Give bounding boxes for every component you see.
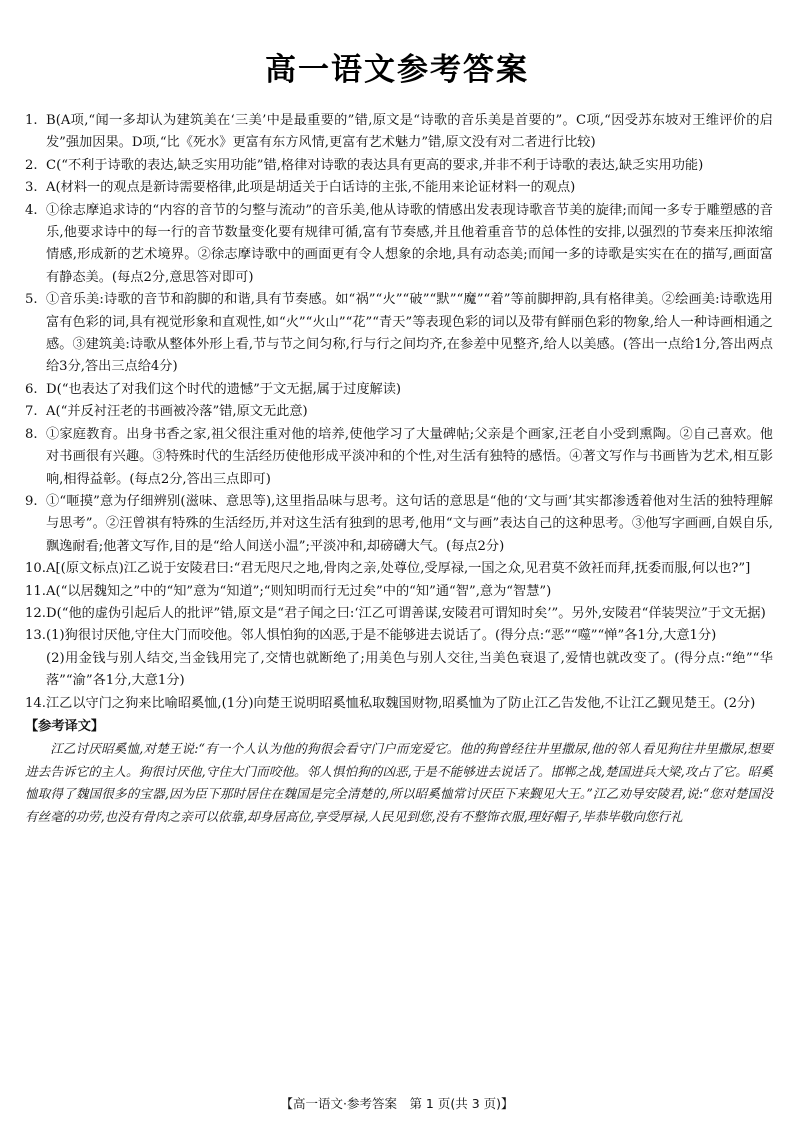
- answer-number: 8.: [25, 426, 38, 442]
- answers-content: [25, 110, 773, 828]
- answer-number: 13.: [25, 628, 46, 644]
- answer-subpart-2: (2)用金钱与别人结交,当金钱用完了,交情也就断绝了;用美色与别人交往,当美色衰退了,爱情也就改变了。(得分点:“绝”“华落”“渝”各1分,大意1分): [46, 650, 773, 689]
- answer-number: 3.: [25, 180, 38, 196]
- answer-text: ①徐志摩追求诗的“内容的音节的匀整与流动”的音乐美,他从诗歌的情感出发表现诗歌音节美的旋律;而闻一多专于雕塑感的音乐,他要求诗中的每一行的音节数量变化要有规律可循,富有节奏感,并且他着重音节的总体性的安排,以强烈的节奏来压抑浓缩情感,形成新的艺术境界。②徐志摩诗歌中的画面更有令人想象的余地,具有动态美;而闻一多的诗歌是实实在在的描写,画面富有静态美。(每点2分,意思答对即可): [46, 202, 773, 285]
- answer-item-13: [25, 625, 773, 692]
- answer-text: A(“并反衬汪老的书画被冷落”错,原文无此意): [46, 404, 308, 420]
- answer-number: 1.: [25, 113, 38, 128]
- answer-item-1: [25, 110, 773, 155]
- answer-number: 5.: [25, 292, 38, 308]
- answer-text: B(A项,“闻一多却认为建筑美在‘三美’中是最重要的”错,原文是“诗歌的音乐美是首要的”。C项,“因受苏东坡对王维评价的启发”强加因果。D项,“比《死水》更富有东方风情,更富有艺术魅力”错,原文没有对二者进行比较): [46, 113, 773, 151]
- answer-number: 12.: [25, 605, 46, 621]
- answer-item-9: [25, 491, 773, 558]
- page-footer: 【高一语文·参考答案 第 1 页(共 3 页)】: [280, 1096, 514, 1111]
- answer-number: 10.: [25, 561, 46, 577]
- answer-text: C(“不利于诗歌的表达,缺乏实用功能”错,格律对诗歌的表达具有更高的要求,并非不利于诗歌的表达,缺乏实用功能): [46, 157, 704, 173]
- answer-number: 9.: [25, 493, 38, 509]
- answer-item-5: [25, 289, 773, 379]
- answer-number: 4.: [25, 202, 38, 218]
- answer-subpart-1: (1)狗很讨厌他,守住大门而咬他。邻人惧怕狗的凶恶,于是不能够进去说话了。(得分点:“恶”“噬”“惮”各1分,大意1分): [46, 628, 717, 644]
- answer-text: 江乙以守门之狗来比喻昭奚恤,(1分)向楚王说明昭奚恤私取魏国财物,昭奚恤为了防止江乙告发他,不让江乙觐见楚王。(2分): [46, 695, 756, 711]
- answer-text: ①家庭教育。出身书香之家,祖父很注重对他的培养,使他学习了大量碑帖;父亲是个画家,汪老自小受到熏陶。②自己喜欢。他对书画很有兴趣。③特殊时代的生活经历使他形成平淡冲和的个性,对生活有独特的感悟。④著文写作与书画皆为艺术,相互影响,相得益彰。(每点2分,答出三点即可): [46, 426, 773, 487]
- answer-item-14: [25, 693, 773, 715]
- answer-text: D(“也表达了对我们这个时代的遗憾”于文无据,属于过度解读): [46, 381, 402, 397]
- answer-item-7: [25, 401, 773, 423]
- answer-number: 14.: [25, 695, 46, 711]
- answer-text: A(材料一的观点是新诗需要格律,此项是胡适关于白话诗的主张,不能用来论证材料一的观点): [46, 180, 576, 196]
- answer-number: 7.: [25, 404, 38, 420]
- answer-text: ①音乐美:诗歌的音节和韵脚的和谐,具有节奏感。如“祸”“火”“破”“默”“魔”“着”等前脚押韵,具有格律美。②绘画美:诗歌选用富有色彩的词,具有视觉形象和直观性,如“火”“火山”“花”“青天”等表现色彩的词以及带有鲜丽色彩的物象,给人一种诗画相通之感。③建筑美:诗歌从整体外形上看,节与节之间匀称,行与行之间均齐,在参差中见整齐,给人以美感。(答出一点给1分,答出两点给3分,答出三点给4分): [46, 292, 773, 375]
- answer-item-4: [25, 200, 773, 290]
- page-title: 高一语文参考答案: [265, 52, 529, 88]
- answer-item-3: [25, 177, 773, 199]
- answer-text: A[(原文标点)江乙说于安陵君曰:“君无咫尺之地,骨肉之亲,处尊位,受厚禄,一国之众,见君莫不敛衽而拜,抚委而服,何以也?”]: [46, 561, 751, 577]
- answer-text-block: [46, 625, 773, 692]
- answer-item-8: [25, 424, 773, 491]
- answer-number: 6.: [25, 381, 38, 397]
- answer-item-11: [25, 581, 773, 603]
- answer-number: 2.: [25, 157, 38, 173]
- answer-item-2: [25, 155, 773, 177]
- translation-heading: 【参考译文】: [25, 718, 105, 734]
- answer-text: A(“以居魏知之”中的“知”意为“知道”;“则知明而行无过矣”中的“知”通“智”,意为“智慧”): [46, 583, 552, 599]
- answer-item-12: [25, 603, 773, 625]
- answer-number: 11.: [25, 583, 46, 599]
- translation-text: 江乙讨厌昭奚恤,对楚王说:“有一个人认为他的狗很会看守门户而宠爱它。他的狗曾经往井里撒尿,他的邻人看见狗往井里撒尿,想要进去告诉它的主人。狗很讨厌他,守住大门而咬他。邻人惧怕狗的凶恶,于是不能够进去说话了。邯郸之战,楚国进兵大梁,攻占了它。昭奚恤取得了魏国很多的宝器,因为臣下那时居住在魏国是完全清楚的,所以昭奚恤常讨厌臣下来觐见大王。”江乙劝导安陵君,说:“您对楚国没有丝毫的功劳,也没有骨肉之亲可以依靠,却身居高位,享受厚禄,人民见到您,没有不整饰衣服,理好帽子,毕恭毕敬向您行礼: [25, 741, 773, 824]
- answer-item-10: [25, 558, 773, 580]
- answer-item-6: [25, 379, 773, 401]
- answer-text: D(“他的虚伪引起后人的批评”错,原文是“君子闻之曰:‘江乙可谓善谋,安陵君可谓知时矣’”。另外,安陵君“佯装哭泣”于文无据): [46, 605, 766, 621]
- answer-text: ①“咂摸”意为仔细辨别(滋味、意思等),这里指品味与思考。这句话的意思是“他的‘文与画’其实都渗透着他对生活的独特理解与思考”。②汪曾祺有特殊的生活经历,并对这生活有独到的思考,他用“文与画”表达自己的这种思考。③他写字画画,自娱自乐,飘逸耐看;他著文写作,目的是“给人间送小温”;平淡冲和,却磅礴大气。(每点2分): [46, 493, 773, 554]
